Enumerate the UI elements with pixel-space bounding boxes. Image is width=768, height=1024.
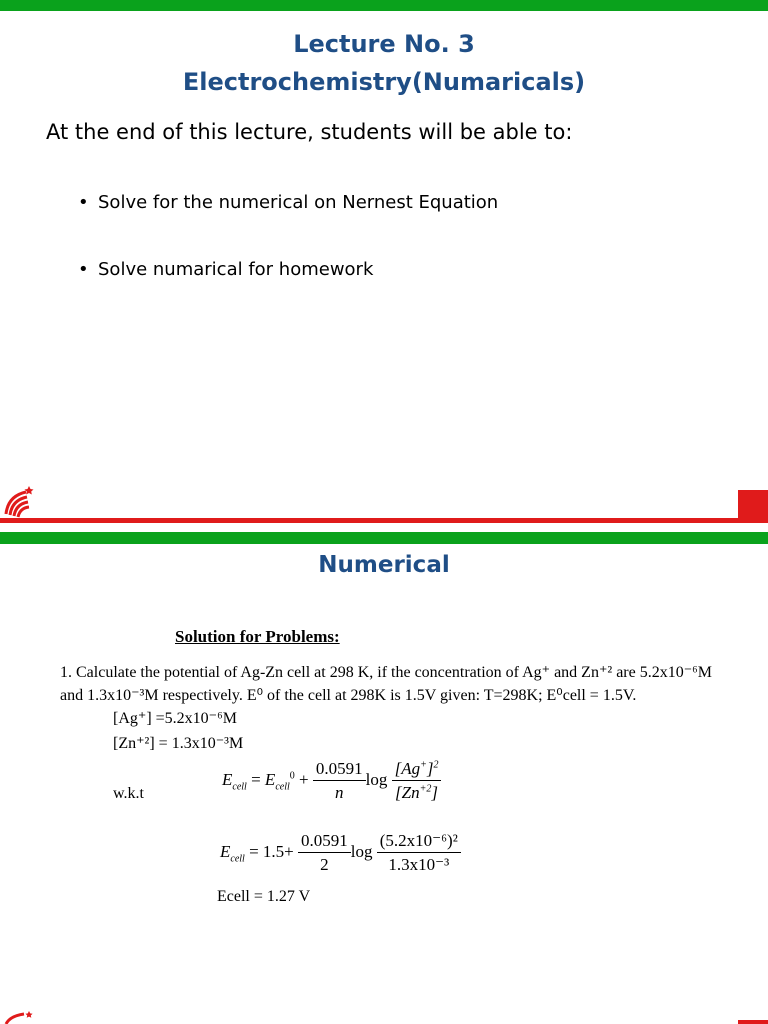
fraction-numerator: 0.0591	[298, 831, 351, 853]
objective-text: Solve for the numerical on Nernest Equation	[98, 192, 499, 213]
problem-line: and 1.3x10⁻³M respectively. E⁰ of the cell at 298K is 1.5V given: T=298K; E⁰cell = 1.5V.	[60, 687, 637, 704]
top-green-bar	[0, 0, 768, 11]
fraction-numerator: 0.0591	[313, 759, 366, 781]
substituted-equation: $E_{cell} = 1.5+$ $\frac{0.0591}{2}$ log $\frac{\text{(5.2x10⁻⁶)²}}{\text{1.3x10⁻³}}$	[220, 831, 461, 875]
problem-line: 1. Calculate the potential of Ag-Zn cell at 298 K, if the concentration of Ag⁺ and Zn⁺² are 5.2x10⁻⁶M	[60, 664, 712, 681]
standard-potential-value: 1.5	[262, 841, 285, 861]
objective-bullet	[78, 192, 498, 213]
concentration-ratio	[377, 831, 461, 875]
nernst-equation: $E_{cell} = E_{cell}^0$ + $\frac{0.0591}{n}$ log $\frac{[Ag^+]^2}{[Zn^{+2}]}$	[222, 759, 441, 803]
lecture-number-title: Lecture No. 3	[293, 30, 475, 58]
ratio-denominator: 1.3x10⁻³	[388, 855, 450, 874]
fraction-denominator: n	[334, 783, 344, 802]
concentration-ratio: $\frac{[Ag^+]^2}{[Zn^{+2}]}$	[392, 759, 442, 803]
objective-text: Solve numarical for homework	[98, 259, 374, 280]
constant-fraction	[298, 831, 351, 875]
ratio-numerator: (5.2x10⁻⁶)²	[377, 831, 461, 853]
wkt-label: w.k.t	[113, 785, 144, 802]
constant-fraction	[313, 759, 366, 803]
given-ag-concentration: [Ag⁺] =5.2x10⁻⁶M	[113, 710, 237, 727]
fraction-denominator: 2	[320, 855, 329, 874]
bullet-dot-icon: •	[78, 259, 89, 280]
given-zn-concentration: [Zn⁺²] = 1.3x10⁻³M	[113, 735, 244, 752]
objective-bullet	[78, 259, 373, 280]
slide-numerical	[0, 532, 768, 1024]
objectives-intro: At the end of this lecture, students will be able to:	[46, 120, 573, 144]
corner-red-block	[738, 1020, 768, 1024]
cell-potential-result: Ecell = 1.27 V	[217, 888, 311, 905]
top-green-bar	[0, 532, 768, 544]
bullet-dot-icon: •	[78, 192, 89, 213]
numerical-title: Numerical	[318, 552, 450, 578]
solution-heading: Solution for Problems:	[175, 627, 340, 646]
bottom-red-bar	[0, 518, 768, 523]
lecture-topic-title: Electrochemistry(Numaricals)	[182, 68, 586, 96]
problem-statement	[60, 661, 760, 707]
university-logo-icon	[2, 1010, 34, 1024]
